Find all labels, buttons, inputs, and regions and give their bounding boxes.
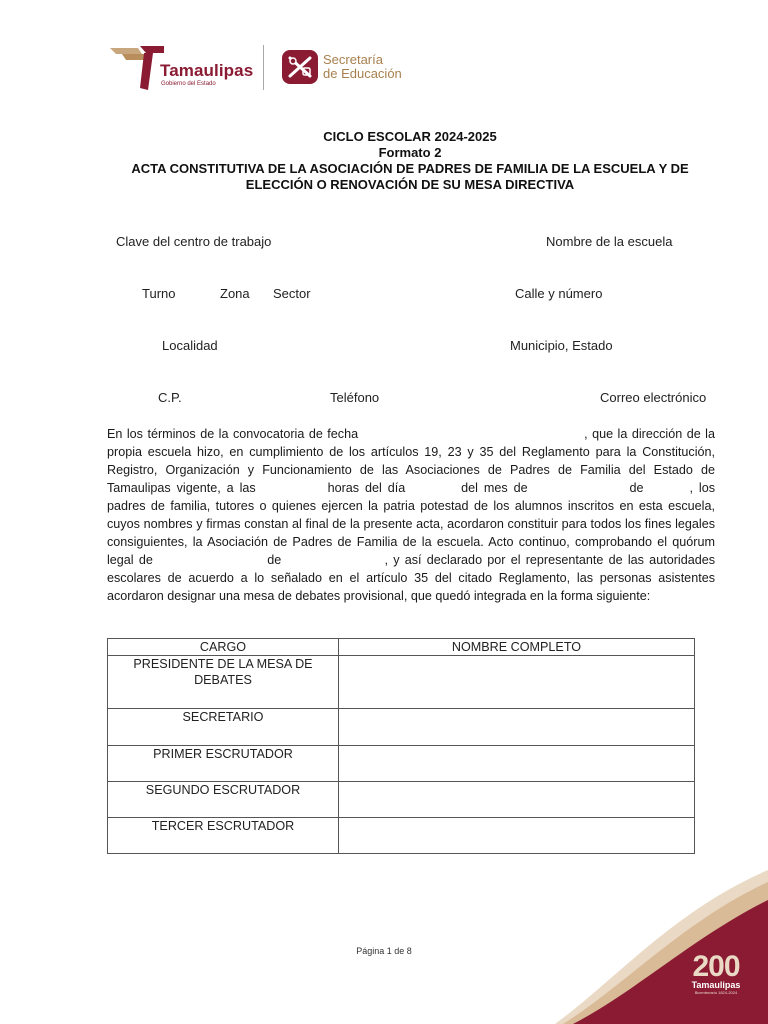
label-localidad: Localidad (162, 338, 218, 353)
tamaulipas-logo (108, 44, 258, 92)
title-ciclo: CICLO ESCOLAR 2024-2025 (323, 129, 497, 144)
body-paragraph (107, 425, 715, 605)
badge-number: 200 (692, 950, 740, 983)
table-row (108, 782, 695, 818)
cargo-presidente (108, 656, 339, 709)
label-calle: Calle y número (515, 286, 603, 301)
label-sector: Sector (273, 286, 311, 301)
para-segment-7: de (267, 553, 282, 567)
nombre-presidente-cell[interactable] (339, 656, 695, 709)
secretaria-educacion-icon (282, 50, 318, 84)
cargo-tercer-escrutador: TERCER ESCRUTADOR (108, 818, 339, 854)
title-formato: Formato 2 (378, 145, 442, 160)
cargo-segundo-escrutador: SEGUNDO ESCRUTADOR (108, 782, 339, 818)
para-segment-5: de (629, 481, 644, 495)
nombre-primer-escrutador-cell[interactable] (339, 746, 695, 782)
label-nombre-escuela: Nombre de la escuela (546, 234, 673, 249)
brand-subtitle: Gobierno del Estado (161, 81, 216, 87)
header-nombre: NOMBRE COMPLETO (339, 639, 695, 656)
nombre-secretario-cell[interactable] (339, 709, 695, 746)
bicentenario-badge (674, 952, 758, 995)
table-row (108, 709, 695, 746)
logo-divider (263, 45, 264, 90)
mesa-debates-table (107, 638, 695, 854)
cargo-primer-escrutador: PRIMER ESCRUTADOR (108, 746, 339, 782)
label-cp: C.P. (158, 390, 182, 405)
label-correo: Correo electrónico (600, 390, 707, 405)
secretaria-line2: de Educación (323, 66, 402, 81)
header-cargo: CARGO (108, 639, 339, 656)
para-segment-2: , que la dirección de la propia escuela hizo, en cumplimiento de los artículos 19, 23 y 35 del Reglamento para la Constitución, Registro, Organización y Funcionamiento de las Asociaciones de Padres de Familia del Estado de Tamaulipas vigente, a las (107, 427, 715, 495)
table-row (108, 818, 695, 854)
badge-text: Tamaulipas (691, 980, 741, 990)
label-zona: Zona (220, 286, 250, 301)
label-turno: Turno (142, 286, 176, 301)
secretaria-logo-text (323, 53, 402, 81)
cargo-secretario: SECRETARIO (108, 709, 339, 746)
table-row (108, 746, 695, 782)
table-row (108, 656, 695, 709)
para-segment-3: horas del día (327, 481, 406, 495)
title-acta-line2: ELECCIÓN O RENOVACIÓN DE SU MESA DIRECTIVA (245, 177, 575, 192)
para-segment-6: , los padres de familia, tutores o quienes ejercen la patria potestad de los alumnos inscritos en esta escuela, cuyos nombres y firmas constan al final de la presente acta, acordaron constituir para todos los fines legales consiguientes, la Asociación de Padres de Familia de la escuela. Acto continuo, comprobando el quórum legal de (107, 481, 715, 567)
para-segment-1: En los términos de la convocatoria de fecha (107, 427, 359, 441)
secretaria-line1: Secretaría (323, 52, 383, 67)
label-telefono: Teléfono (330, 390, 380, 405)
nombre-segundo-escrutador-cell[interactable] (339, 782, 695, 818)
tamaulipas-emblem-icon (108, 44, 164, 92)
footer-corner-decoration (555, 870, 768, 1024)
page-number: Página 1 de 8 (356, 946, 412, 956)
table-header-row (108, 639, 695, 656)
title-acta-line1: ACTA CONSTITUTIVA DE LA ASOCIACIÓN DE PADRES DE FAMILIA DE LA ESCUELA Y DE (131, 161, 689, 176)
nombre-tercer-escrutador-cell[interactable] (339, 818, 695, 854)
para-segment-4: del mes de (461, 481, 528, 495)
badge-subtitle: Bicentenario 1824-2024 (694, 990, 738, 995)
brand-name: Tamaulipas (160, 61, 254, 80)
para-segment-8: , y así declarado por el representante de las autoridades escolares de acuerdo a lo señalado en el artículo 35 del citado Reglamento, las personas asistentes acordaron designar una mesa de debates provisional, que quedó integrada en la forma siguiente: (107, 553, 716, 603)
cargo-presidente-line2: DEBATES (194, 673, 252, 687)
document-title (100, 129, 720, 193)
label-clave: Clave del centro de trabajo (116, 234, 272, 249)
cargo-presidente-line1: PRESIDENTE DE LA MESA DE (133, 657, 313, 671)
label-municipio: Municipio, Estado (510, 338, 613, 353)
